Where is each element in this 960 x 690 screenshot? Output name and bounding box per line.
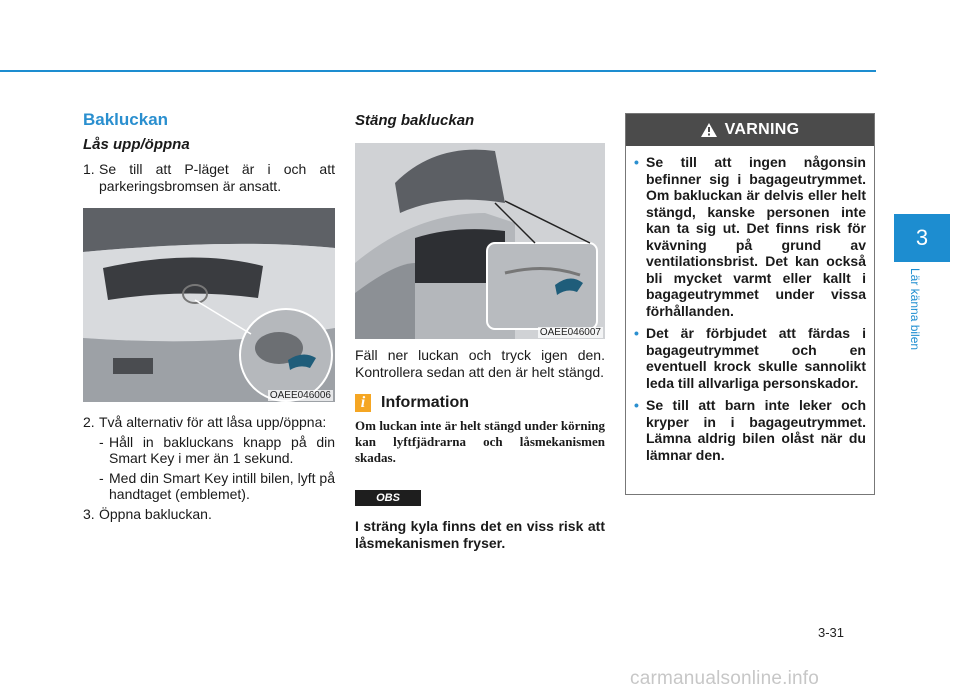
obs-text: I sträng kyla finns det en viss risk att låsmekanismen fryser. bbox=[355, 518, 605, 551]
information-text: Om luckan inte är helt stängd under körning kan lyftfjädrarna och låsmekanismen skadas. bbox=[355, 418, 605, 465]
bullet-icon: • bbox=[634, 154, 639, 170]
warning-item-1 bbox=[634, 154, 866, 319]
substep-dash: - bbox=[99, 469, 104, 486]
step-text: Öppna bakluckan. bbox=[99, 505, 212, 522]
step-text: Två alternativ för att låsa upp/öppna: bbox=[99, 414, 327, 430]
warning-title: VARNING bbox=[724, 121, 800, 138]
step-text: Se till att P-läget är i och att parkeringsbromsen är ansatt. bbox=[99, 161, 335, 194]
substep-text: Håll in bakluckans knapp på din Smart Key i mer än 1 sekund. bbox=[109, 433, 335, 466]
information-title: Information bbox=[381, 394, 469, 411]
warning-text: Det är förbjudet att färdas i bagageutrymmet och en eventuell krock skulle sannolikt leda till allvarliga personskador. bbox=[646, 325, 866, 391]
section-title: Bakluckan bbox=[83, 110, 169, 129]
substep-2 bbox=[99, 470, 335, 503]
information-header bbox=[355, 394, 605, 412]
warning-item-3 bbox=[634, 397, 866, 463]
obs-badge: OBS bbox=[355, 490, 421, 506]
warning-text: Se till att barn inte leker och kryper in i bagageutrymmet. Lämna aldrig bilen olåst när du lämnar den. bbox=[646, 397, 866, 463]
step-1 bbox=[83, 161, 335, 194]
warning-box bbox=[625, 113, 875, 495]
substep-text: Med din Smart Key intill bilen, lyft på handtaget (emblemet). bbox=[109, 469, 335, 502]
page-number: 3-31 bbox=[818, 625, 845, 640]
header-rule bbox=[0, 70, 876, 72]
image-code: OAEE046007 bbox=[539, 327, 601, 338]
image-code: OAEE046006 bbox=[269, 390, 331, 401]
tailgate-emblem-illustration bbox=[83, 208, 335, 402]
substep-1 bbox=[99, 434, 335, 467]
step-number: 1. bbox=[83, 161, 95, 177]
warning-body bbox=[626, 146, 874, 463]
open-tailgate-illustration bbox=[355, 143, 605, 339]
open-tailgate-photo bbox=[355, 143, 605, 339]
step-2 bbox=[83, 414, 335, 431]
tailgate-emblem-photo bbox=[83, 208, 335, 402]
warning-text: Se till att ingen någonsin befinner sig i bagageutrymmet. Om bakluckan är delvis eller helt stängd, kanske personen inte kan ta sig ut. Det finns risk för kvävning på grund av ventilationsbrist. Det kan också bli mycket varmt eller kallt i bagageutrymmet under vissa förhållanden. bbox=[646, 154, 866, 319]
watermark: carmanualsonline.info bbox=[630, 668, 820, 689]
subtitle-unlock-open: Lås upp/öppna bbox=[83, 136, 190, 153]
bullet-icon: • bbox=[634, 325, 639, 341]
middle-column bbox=[355, 100, 605, 551]
subtitle-close-tailgate: Stäng bakluckan bbox=[355, 112, 475, 129]
chapter-title: Lär känna bilen bbox=[908, 268, 922, 351]
chapter-tab: 3 bbox=[894, 214, 950, 262]
close-paragraph: Fäll ner luckan och tryck igen den. Kontrollera sedan att den är helt stängd. bbox=[355, 347, 605, 380]
step-3 bbox=[83, 506, 335, 523]
substep-dash: - bbox=[99, 433, 104, 450]
left-column bbox=[83, 100, 335, 522]
warning-item-2 bbox=[634, 325, 866, 391]
bullet-icon: • bbox=[634, 397, 639, 413]
step-number: 2. bbox=[83, 414, 95, 430]
step-number: 3. bbox=[83, 505, 95, 522]
warning-triangle-icon bbox=[701, 123, 717, 137]
info-icon: i bbox=[355, 394, 371, 412]
warning-header bbox=[626, 114, 874, 146]
